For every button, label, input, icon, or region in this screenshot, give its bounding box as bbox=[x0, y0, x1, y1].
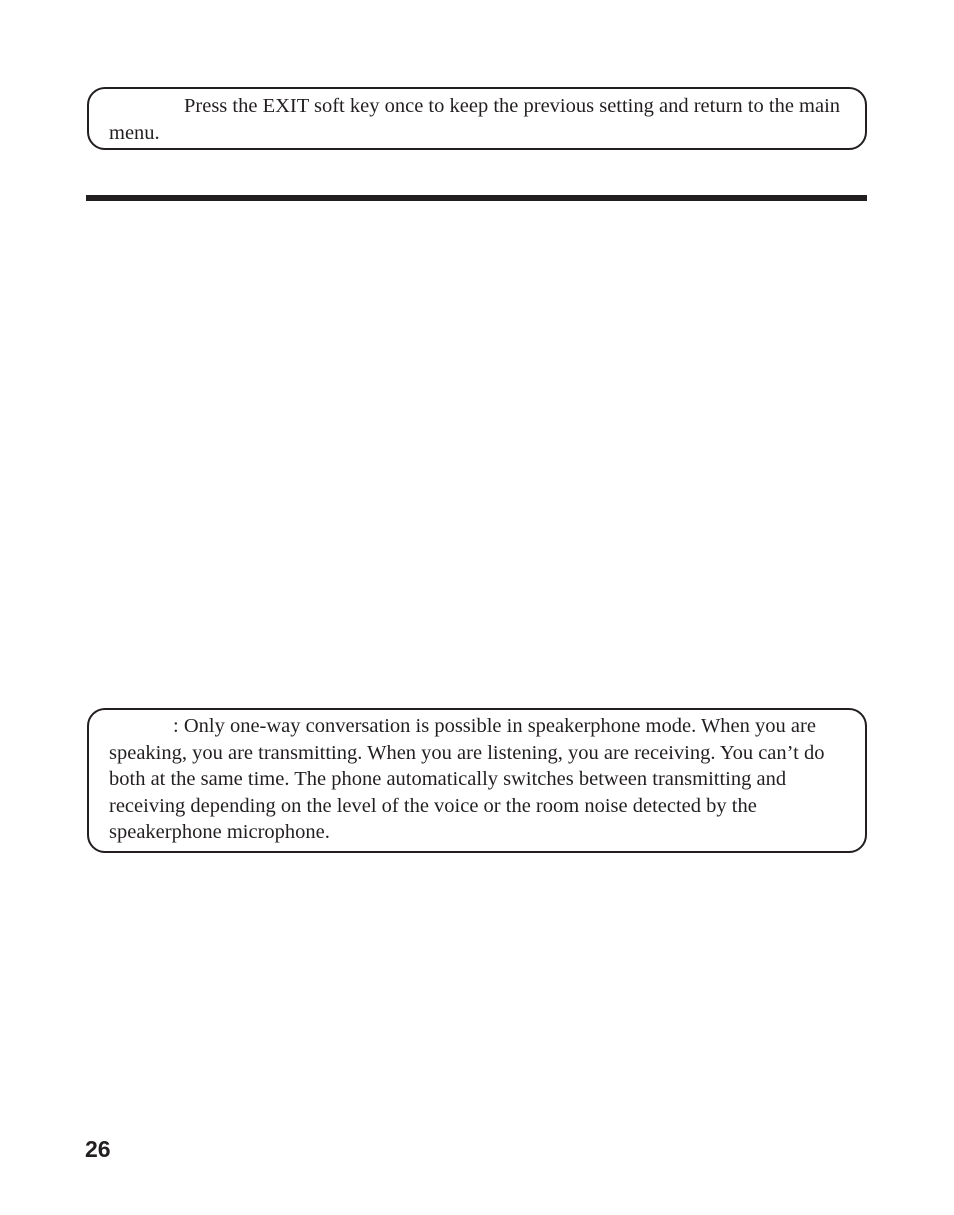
note-box-exit bbox=[87, 87, 867, 150]
section-divider bbox=[86, 195, 867, 201]
page-number: 26 bbox=[85, 1136, 111, 1162]
note-text-exit: Press the EXIT soft key once to keep the previous setting and return to the main menu. bbox=[109, 95, 841, 144]
note-text-speakerphone: : Only one-way conversation is possible in speakerphone mode. When you are speaking, you are transmitting. When you are listening, you are receiving. You can’t do both at the same time. The phone automatically switches between transmitting and receiving depending on the level of the voice or the room noise detected by the speakerphone microphone. bbox=[109, 715, 825, 843]
note-box-speakerphone bbox=[87, 708, 867, 853]
